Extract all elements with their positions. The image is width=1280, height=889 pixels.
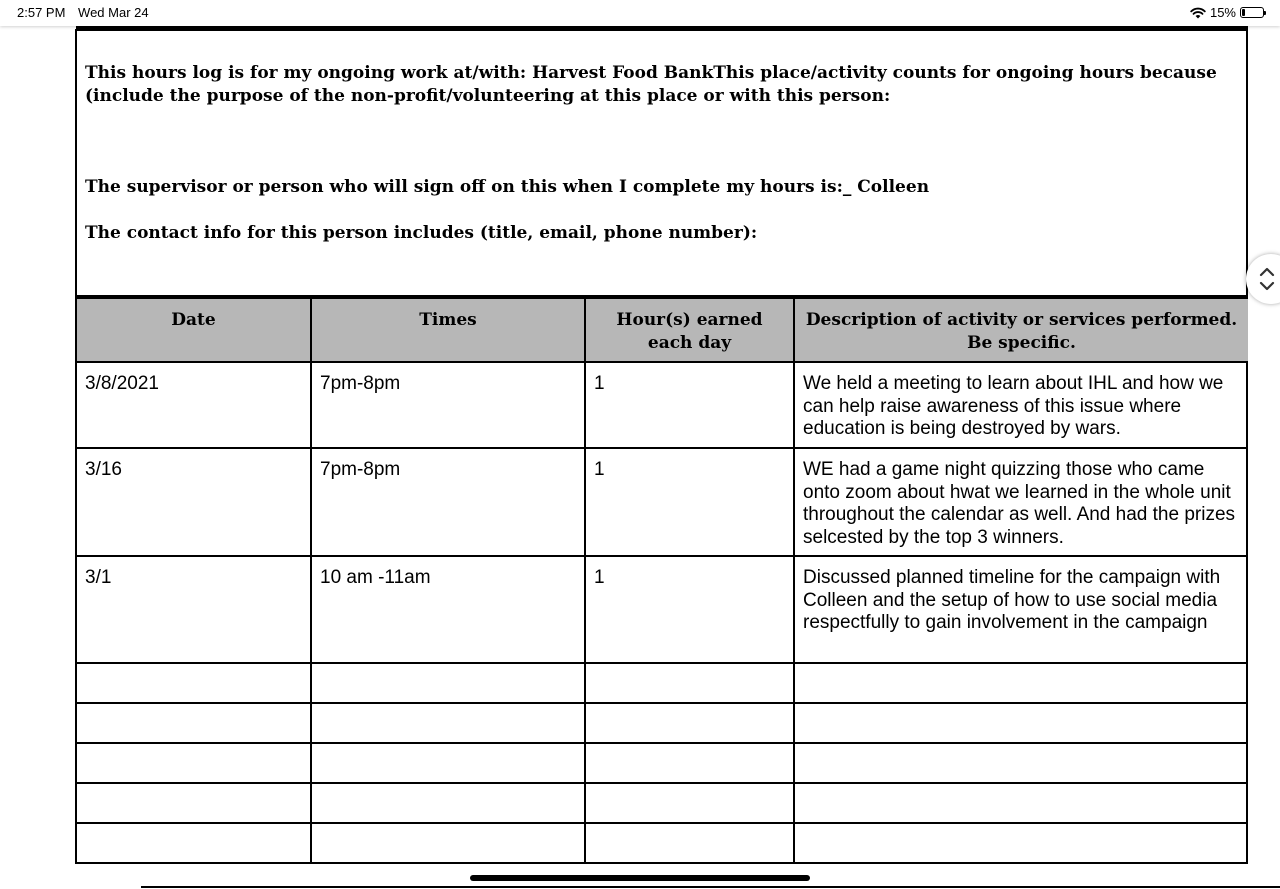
empty-cell [311,743,585,783]
empty-cell [585,663,794,703]
battery-percent: 15% [1209,5,1236,20]
empty-cell [794,783,1248,823]
wifi-icon [1190,7,1206,19]
cell-date: 3/8/2021 [77,362,311,448]
empty-cell [794,663,1248,703]
scroll-up-down-button[interactable] [1246,254,1280,304]
header-description: Description of activity or services performed. Be specific. [794,298,1248,362]
table-header-row [77,298,1248,362]
intro-contact-info: The contact info for this person includes (title, email, phone number): [85,223,758,243]
page-bottom-divider [141,886,1280,888]
empty-cell [311,823,585,863]
empty-cell [585,743,794,783]
table-row [77,556,1248,663]
intro-section [77,29,1246,297]
empty-row [77,783,1248,823]
empty-cell [77,743,311,783]
status-date: Wed Mar 24 [78,5,149,20]
status-bar [0,0,1280,26]
cell-hours: 1 [585,448,794,556]
empty-cell [77,783,311,823]
cell-description: We held a meeting to learn about IHL and how we can help raise awareness of this issue where education is being destroyed by wars. [794,362,1248,448]
empty-cell [585,783,794,823]
cell-hours: 1 [585,556,794,663]
cell-times: 7pm-8pm [311,362,585,448]
empty-row [77,703,1248,743]
hours-log-table [77,297,1248,863]
cell-hours: 1 [585,362,794,448]
header-date: Date [77,298,311,362]
empty-cell [77,823,311,863]
battery-icon [1240,7,1264,18]
empty-row [77,823,1248,863]
status-time: 2:57 PM [17,5,66,20]
intro-ongoing-work: This hours log is for my ongoing work at/with: Harvest Food BankThis place/activity counts for ongoing hours because (include the purpose of the non-profit/volunteering at this place or with this person: [85,63,1217,106]
empty-cell [794,703,1248,743]
cell-description: WE had a game night quizzing those who came onto zoom about hwat we learned in the whole unit throughout the calendar as well. And had the prizes selcested by the top 3 winners. [794,448,1248,556]
cell-date: 3/1 [77,556,311,663]
empty-row [77,743,1248,783]
header-hours: Hour(s) earned each day [585,298,794,362]
table-row [77,362,1248,448]
empty-cell [311,783,585,823]
empty-cell [585,703,794,743]
cell-times: 7pm-8pm [311,448,585,556]
empty-cell [77,663,311,703]
table-row [77,448,1248,556]
cell-times: 10 am -11am [311,556,585,663]
empty-cell [311,663,585,703]
document-top-border [76,26,1248,31]
cell-date: 3/16 [77,448,311,556]
cell-description: Discussed planned timeline for the campaign with Colleen and the setup of how to use social media respectfully to gain involvement in the campaign [794,556,1248,663]
header-times: Times [311,298,585,362]
hours-log-document [75,29,1248,864]
empty-cell [794,823,1248,863]
scroll-up-down-icon [1258,266,1276,292]
intro-supervisor: The supervisor or person who will sign off on this when I complete my hours is:_ Colleen [85,177,930,197]
empty-row [77,663,1248,703]
empty-cell [794,743,1248,783]
home-indicator[interactable] [470,875,810,881]
empty-cell [311,703,585,743]
empty-cell [585,823,794,863]
empty-cell [77,703,311,743]
